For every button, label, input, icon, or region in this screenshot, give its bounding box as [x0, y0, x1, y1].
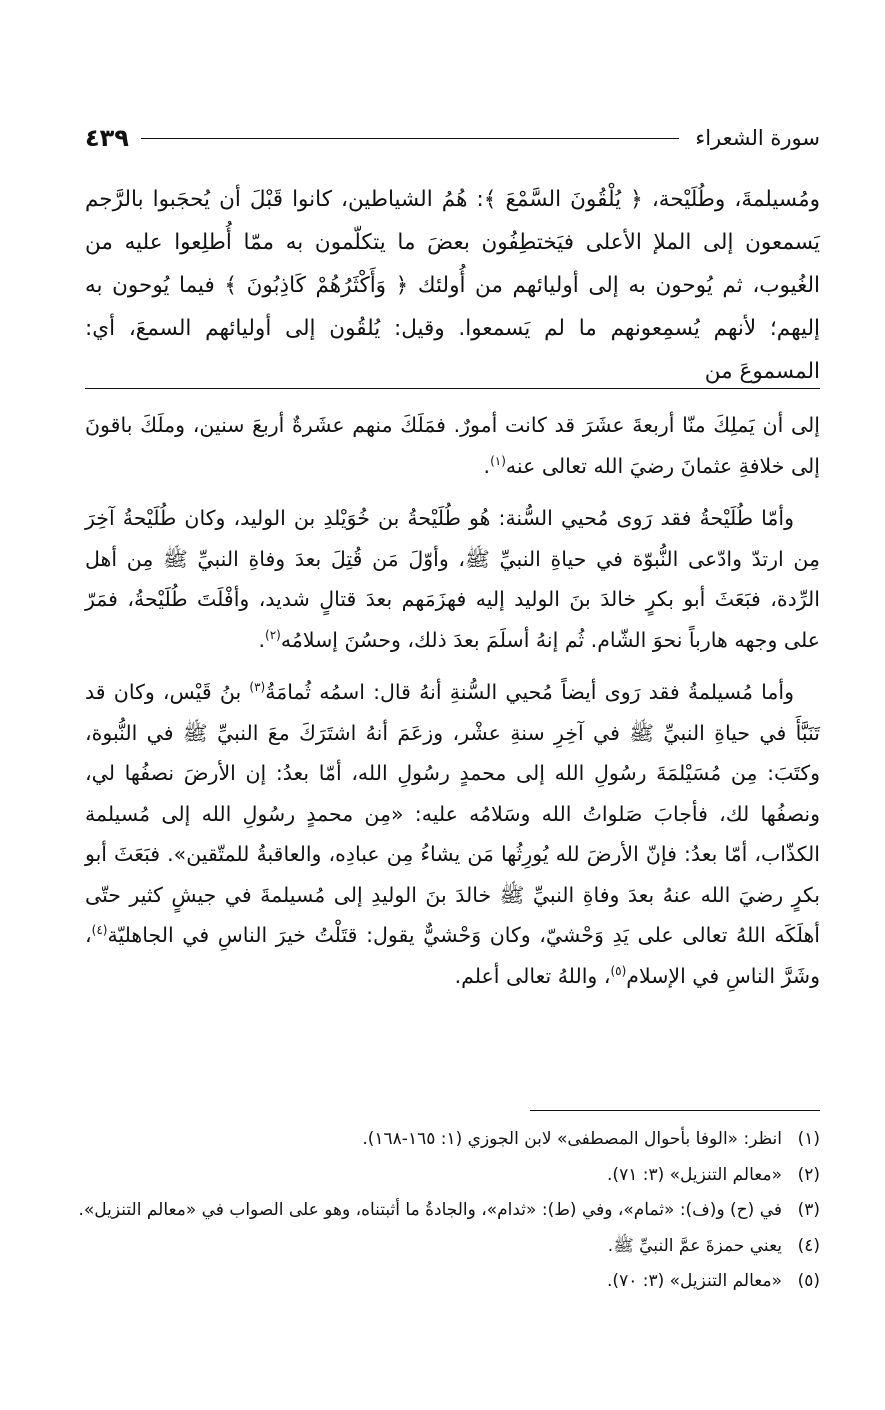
footnote-ref-1[interactable]: (١) [490, 453, 506, 468]
commentary-paragraph-3: وأما مُسيلمةُ فقد رَوى أيضاً مُحيي السُّنةِ أنهُ قال: اسمُه ثُمامَةُ$^{(٣)}$ بنُ قَيْس، وكان قد تَنَبَّأَ في حياةِ النبيِّ ﷺ في آخِرِ سنةِ عشْر، وزعَمَ أنهُ اشتَرَكَ معَ النبيِّ ﷺ في النُّبوة، وكتَبَ: مِن مُسَيْلمَةَ رسُولِ الله إلى محمدٍ رسُولِ الله، أمّا بعدُ: إن الأرضَ نصفُها لي، ونصفُها لك، فأجابَ صَلواتُ الله وسَلامُه عليه: «مِن محمدٍ رسُولِ الله إلى مُسيلمة الكذّاب، أمّا بعدُ: فإنّ الأرضَ لله يُورِثُها مَن يشاءُ مِن عبادِه، والعاقبةُ للمتّقين». فبَعَثَ أبو بكرٍ رضيَ الله عنهُ بعدَ وفاةِ النبيِّ ﷺ خالدَ بنَ الوليدِ إلى مُسيلمةَ في جيشٍ كثير حتّى أهلَكَه اللهُ تعالى على يَدِ وَحْشيّ، وكان وَحْشيٌّ يقول: قتَلْتُ خيرَ الناسِ في الجاهليّة$^{(٤)}$، وشَرَّ الناسِ في الإسلام$^{(٥)}$، واللهُ تعالى أعلم. [85, 680, 820, 988]
page-header [85, 118, 820, 158]
footnote-number: (٤) [797, 1235, 820, 1256]
footnote-item [85, 1229, 820, 1265]
page-number: ٤٣٩ [85, 124, 129, 152]
footnote-text: يعني حمزةَ عمَّ النبيِّ ﷺ. [607, 1235, 782, 1256]
footnote-text: في (ح) و(ف): «ثمام»، وفي (ط): «ثدام»، والجادةُ ما أثبتناه، وهو على الصواب في «معالم التنزيل». [78, 1200, 782, 1220]
footnote-number: (٢) [797, 1164, 820, 1185]
footnote-item [85, 1264, 820, 1300]
footnotes [78, 1122, 820, 1300]
footnote-text: «معالم التنزيل» (٣: ٧٠). [607, 1271, 782, 1291]
commentary [85, 405, 820, 1008]
commentary-paragraph-1: إلى أن يَملِكَ منّا أربعةَ عشَرَ قد كانت أمورٌ. فمَلَكَ منهم عشَرةٌ أربعَ سنين، وملَكَ باقونَ إلى خلافةِ عثمانَ رضيَ الله تعالى عنه$^{(١)}$. [85, 413, 820, 478]
footnote-number: (٥) [797, 1271, 820, 1291]
footnote-number: (٣) [797, 1200, 820, 1220]
main-divider [85, 388, 820, 389]
footnote-number: (١) [797, 1129, 820, 1149]
surah-title: سورة الشعراء [695, 126, 820, 150]
footnote-divider [530, 1110, 820, 1111]
footnote-item [85, 1158, 820, 1194]
tafsir-text: ومُسيلمةَ، وطُلَيْحة، ﴿ يُلْقُونَ السَّمْعَ ﴾: هُمُ الشياطين، كانوا قَبْلَ أن يُحجَبوا بالرَّجم يَسمعون إلى الملإ الأعلى فيَختطِفُون بعضَ ما يتكلّمون به ممّا أُطلِعوا عليه من الغُيوب، ثم يُوحون به إلى أوليائهم من أُولئك ﴿ وَأَكْثَرُهُمْ كَاذِبُونَ ﴾ فيما يُوحون به إليهم؛ لأنهم يُسمِعونهم ما لم يَسمعوا. وقيل: يُلقُون إلى أوليائهم السمعَ، أي: المسموعَ من [85, 187, 820, 384]
header-rule [141, 138, 679, 139]
footnote-text: «معالم التنزيل» (٣: ٧١). [607, 1164, 782, 1185]
footnote-text: انظر: «الوفا بأحوال المصطفى» لابن الجوزي (١: ١٦٥-١٦٨). [362, 1129, 782, 1149]
footnote-ref-2[interactable]: (٢) [265, 627, 281, 642]
footnote-item [78, 1193, 820, 1229]
commentary-paragraph-2: وأمّا طُلَيْحةُ فقد رَوى مُحيي السُّنة: هُو طُلَيْحةُ بن خُوَيْلدِ بن الوليد، وكان طُلَيْحةُ آخِرَ مِن ارتدّ وادّعى النُّبوّة في حياةِ النبيِّ ﷺ، وأوّلَ مَن قُتِلَ بعدَ وفاةِ النبيِّ ﷺ مِن أهل الرِّدة، فبَعَثَ أبو بكرٍ خالدَ بنَ الوليد إليه فهزَمَهم بعدَ قتالٍ شديد، وأفْلَتَ طُلَيْحةُ، فمَرّ على وجهه هارباً نحوَ الشّام. ثُم إنهُ أسلَمَ بعدَ ذلك، وحسُنَ إسلامُه$^{(٢)}$. [85, 506, 820, 652]
footnote-item [85, 1122, 820, 1158]
footnote-ref-3[interactable]: (٣) [249, 680, 266, 695]
footnote-ref-4[interactable]: (٤) [91, 923, 108, 938]
footnote-ref-5[interactable]: (٥) [610, 963, 627, 978]
